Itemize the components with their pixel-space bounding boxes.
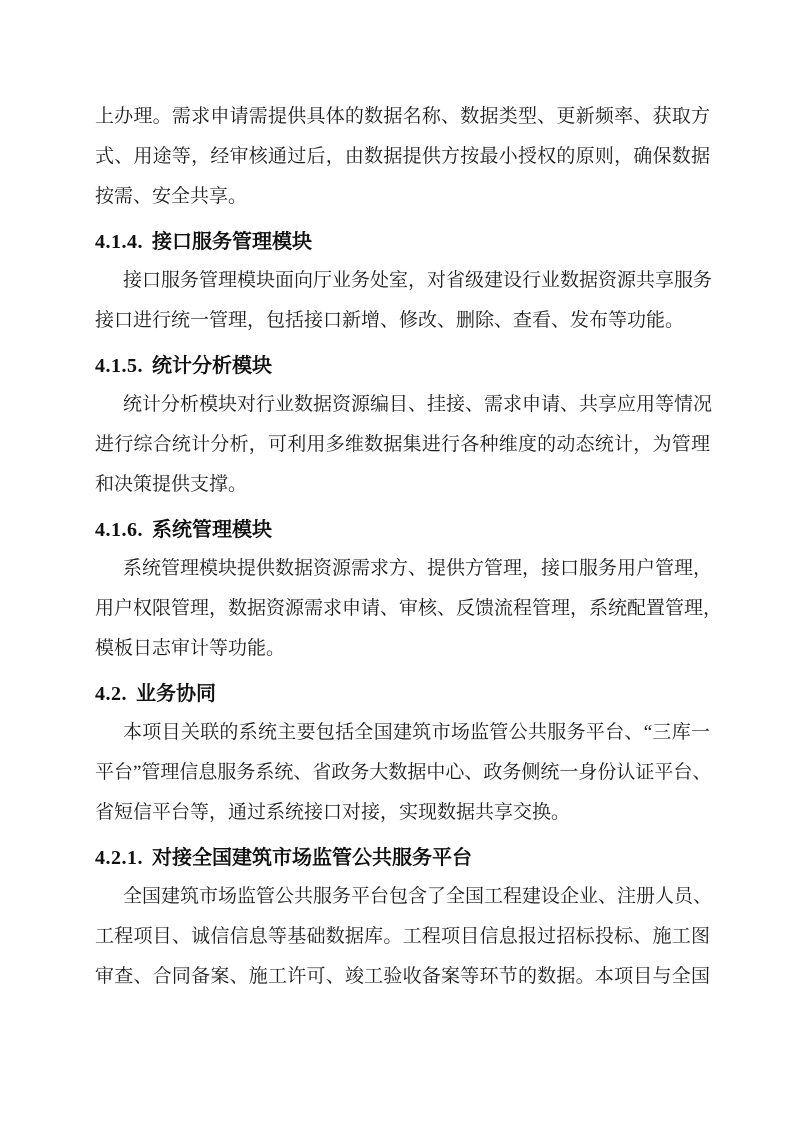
paragraph-line: 本项目关联的系统主要包括全国建筑市场监管公共服务平台、“三库一 (123, 722, 710, 743)
paragraph-line: 接口服务管理模块面向厅业务处室，对省级建设行业数据资源共享服务 (123, 270, 713, 291)
section-number: 4.1.5. (95, 355, 143, 377)
paragraph (95, 385, 713, 505)
paragraph (95, 713, 710, 833)
paragraph-line: 系统管理模块提供数据资源需求方、提供方管理，接口服务用户管理， (123, 558, 713, 579)
paragraph-line: 上办理。需求申请需提供具体的数据名称、数据类型、更新频率、获取方 (95, 106, 710, 127)
paragraph-line: 统计分析模块对行业数据资源编目、挂接、需求申请、共享应用等情况 (123, 394, 713, 415)
paragraph-line: 和决策提供支撑。 (95, 474, 248, 495)
paragraph-line: 全国建筑市场监管公共服务平台包含了全国工程建设企业、注册人员、 (123, 886, 713, 907)
paragraph-line: 平台”管理信息服务系统、省政务大数据中心、政务侧统一身份认证平台、 (95, 762, 712, 783)
paragraph (95, 549, 723, 669)
paragraph-line: 工程项目、诚信信息等基础数据库。工程项目信息报过招标投标、施工图 (95, 926, 710, 947)
paragraph (95, 877, 713, 997)
section-title: 统计分析模块 (152, 355, 272, 377)
paragraph-line: 进行综合统计分析，可利用多维数据集进行各种维度的动态统计，为管理 (95, 434, 710, 455)
section-heading (95, 347, 710, 385)
paragraph-line: 用户权限管理，数据资源需求申请、审核、反馈流程管理，系统配置管理， (95, 598, 723, 619)
paragraph-line: 按需、安全共享。 (95, 186, 248, 207)
section-title: 业务协同 (136, 683, 216, 705)
section-heading (95, 223, 710, 261)
section-title: 接口服务管理模块 (152, 231, 312, 253)
document-content (95, 97, 723, 997)
section-number: 4.1.4. (95, 231, 143, 253)
section-number: 4.2.1. (95, 847, 143, 869)
section-heading (95, 675, 710, 713)
paragraph (95, 97, 710, 217)
paragraph-line: 接口进行统一管理，包括接口新增、修改、删除、查看、发布等功能。 (95, 310, 685, 331)
section-heading (95, 511, 710, 549)
paragraph (95, 261, 713, 341)
section-number: 4.2. (95, 683, 127, 705)
section-title: 对接全国建筑市场监管公共服务平台 (152, 847, 472, 869)
paragraph-line: 式、用途等，经审核通过后，由数据提供方按最小授权的原则，确保数据 (95, 146, 710, 167)
paragraph-line: 模板日志审计等功能。 (95, 638, 286, 659)
section-title: 系统管理模块 (152, 519, 272, 541)
section-heading (95, 839, 710, 877)
paragraph-line: 审查、合同备案、施工许可、竣工验收备案等环节的数据。本项目与全国 (95, 966, 710, 987)
section-number: 4.1.6. (95, 519, 143, 541)
paragraph-line: 省短信平台等，通过系统接口对接，实现数据共享交换。 (95, 802, 571, 823)
